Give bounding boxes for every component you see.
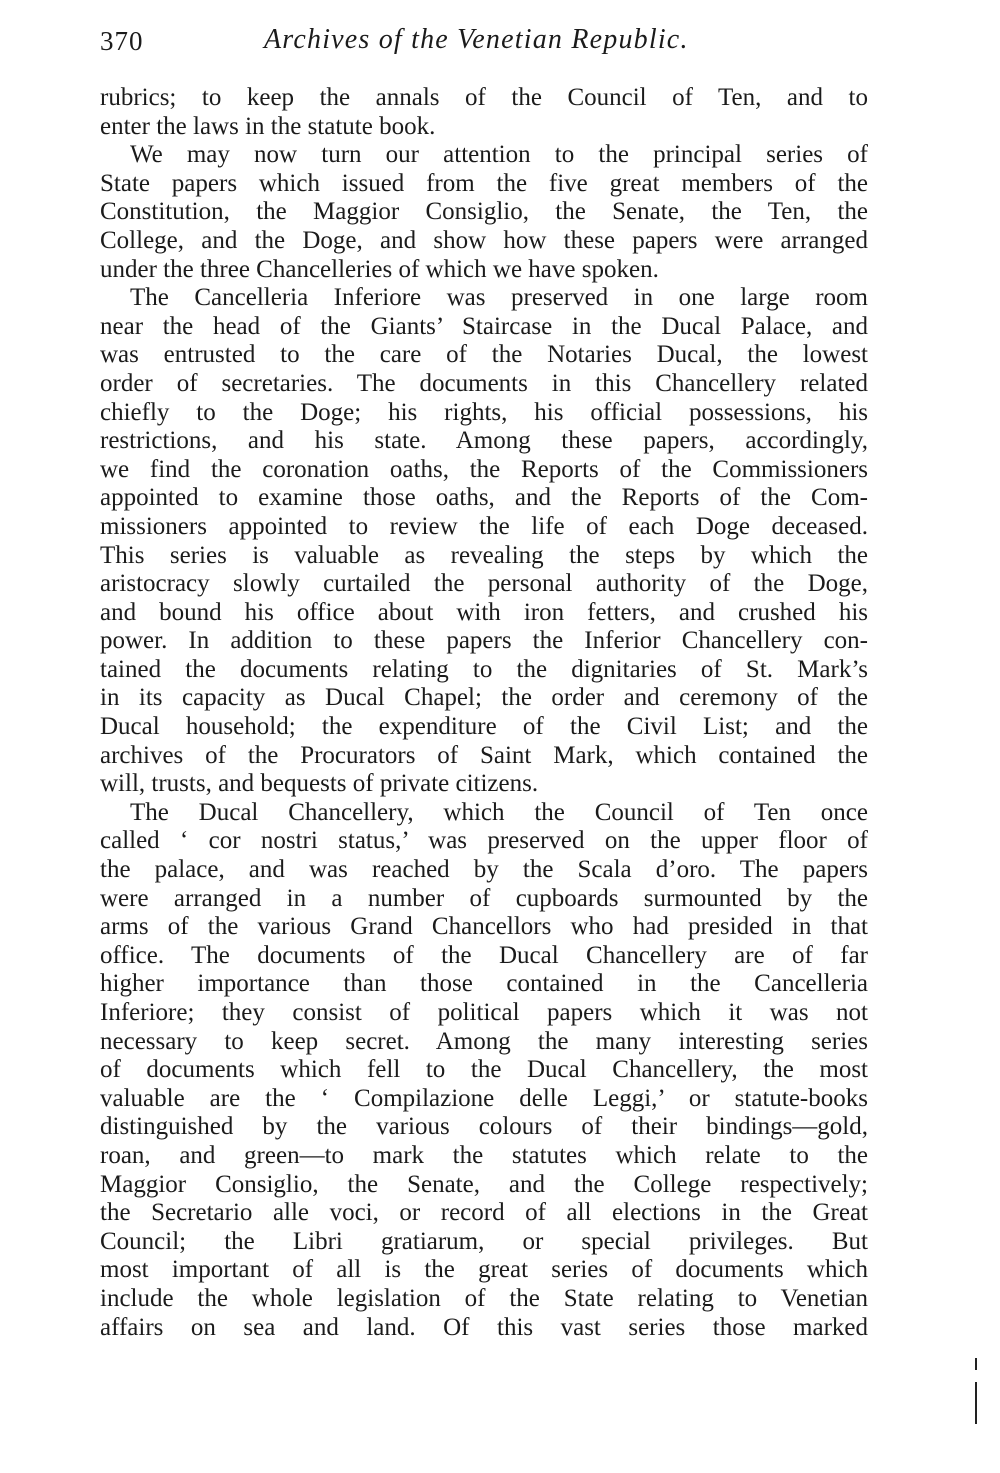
- text-line: the Secretario alle voci, or record of all elections in the Great: [100, 1199, 868, 1227]
- text-line: order of secretaries. The documents in this Chancellery related: [100, 369, 868, 397]
- text-line: Ducal household; the expenditure of the Civil List; and the: [100, 713, 868, 741]
- text-line: the palace, and was reached by the Scala d’oro. The papers: [100, 856, 868, 884]
- text-line: necessary to keep secret. Among the many interesting series: [100, 1027, 868, 1055]
- text-line: distinguished by the various colours of their bindings—gold,: [100, 1113, 868, 1141]
- text-line: near the head of the Giants’ Staircase in the Ducal Palace, and: [100, 312, 868, 340]
- text-line: restrictions, and his state. Among these papers, accordingly,: [100, 427, 868, 455]
- text-line: tained the documents relating to the dignitaries of St. Mark’s: [100, 655, 868, 683]
- running-title: Archives of the Venetian Republic.: [264, 24, 689, 55]
- page-number: 370: [100, 26, 144, 56]
- scan-edge-mark-lower: [975, 1382, 977, 1424]
- text-line: Inferiore; they consist of political papers which it was not: [100, 999, 868, 1026]
- paragraph-end-line: will, trusts, and bequests of private citizens.: [100, 770, 539, 798]
- text-line: in its capacity as Ducal Chapel; the order and ceremony of the: [100, 684, 868, 712]
- text-line: This series is valuable as revealing the steps by which the: [100, 541, 868, 569]
- text-line: called ‘ cor nostri status,’ was preserved on the upper floor of: [100, 827, 868, 855]
- text-line: Council; the Libri gratiarum, or special privileges. But: [100, 1227, 868, 1255]
- text-line: College, and the Doge, and show how these papers were arranged: [100, 226, 868, 254]
- text-line: office. The documents of the Ducal Chancellery are of far: [100, 941, 868, 969]
- text-line: and bound his office about with iron fetters, and crushed his: [100, 598, 868, 626]
- text-line: was entrusted to the care of the Notaries Ducal, the lowest: [100, 341, 868, 369]
- text-line: archives of the Procurators of Saint Mark, which contained the: [100, 741, 868, 769]
- text-line: Constitution, the Maggior Consiglio, the Senate, the Ten, the: [100, 198, 868, 226]
- text-line: were arranged in a number of cupboards surmounted by the: [100, 884, 868, 912]
- text-line: most important of all is the great series of documents which: [100, 1256, 868, 1284]
- text-line: missioners appointed to review the life of each Doge deceased.: [100, 512, 868, 540]
- text-line: power. In addition to these papers the Inferior Chancellery con-: [100, 627, 868, 655]
- text-line: State papers which issued from the five great members of the: [100, 169, 868, 197]
- text-line: aristocracy slowly curtailed the personal authority of the Doge,: [100, 570, 868, 598]
- text-line: of documents which fell to the Ducal Chancellery, the most: [100, 1056, 868, 1084]
- text-line: affairs on sea and land. Of this vast series those marked: [100, 1313, 868, 1341]
- paragraph-end-line: enter the laws in the statute book.: [100, 112, 436, 140]
- scan-edge-mark-upper: [975, 1358, 977, 1370]
- text-line: include the whole legislation of the State relating to Venetian: [100, 1284, 868, 1312]
- body-text: [100, 84, 868, 1342]
- running-head: [100, 22, 870, 62]
- text-line: appointed to examine those oaths, and the Reports of the Com-: [100, 484, 868, 512]
- text-line: rubrics; to keep the annals of the Council of Ten, and to: [100, 84, 868, 111]
- text-line: roan, and green—to mark the statutes which relate to the: [100, 1141, 868, 1169]
- text-line: higher importance than those contained in the Cancelleria: [100, 970, 868, 998]
- paragraph-start-line: We may now turn our attention to the principal series of: [130, 141, 868, 169]
- text-line: we find the coronation oaths, the Reports of the Commissioners: [100, 455, 868, 483]
- text-line: valuable are the ‘ Compilazione delle Leggi,’ or statute-books: [100, 1084, 868, 1112]
- paragraph-start-line: The Ducal Chancellery, which the Council of Ten once: [130, 798, 868, 826]
- paragraph-start-line: The Cancelleria Inferiore was preserved in one large room: [130, 284, 868, 312]
- text-line: Maggior Consiglio, the Senate, and the College respectively;: [100, 1170, 868, 1198]
- paragraph-end-line: under the three Chancelleries of which we have spoken.: [100, 255, 659, 283]
- text-line: arms of the various Grand Chancellors who had presided in that: [100, 913, 868, 941]
- text-line: chiefly to the Doge; his rights, his official possessions, his: [100, 398, 868, 426]
